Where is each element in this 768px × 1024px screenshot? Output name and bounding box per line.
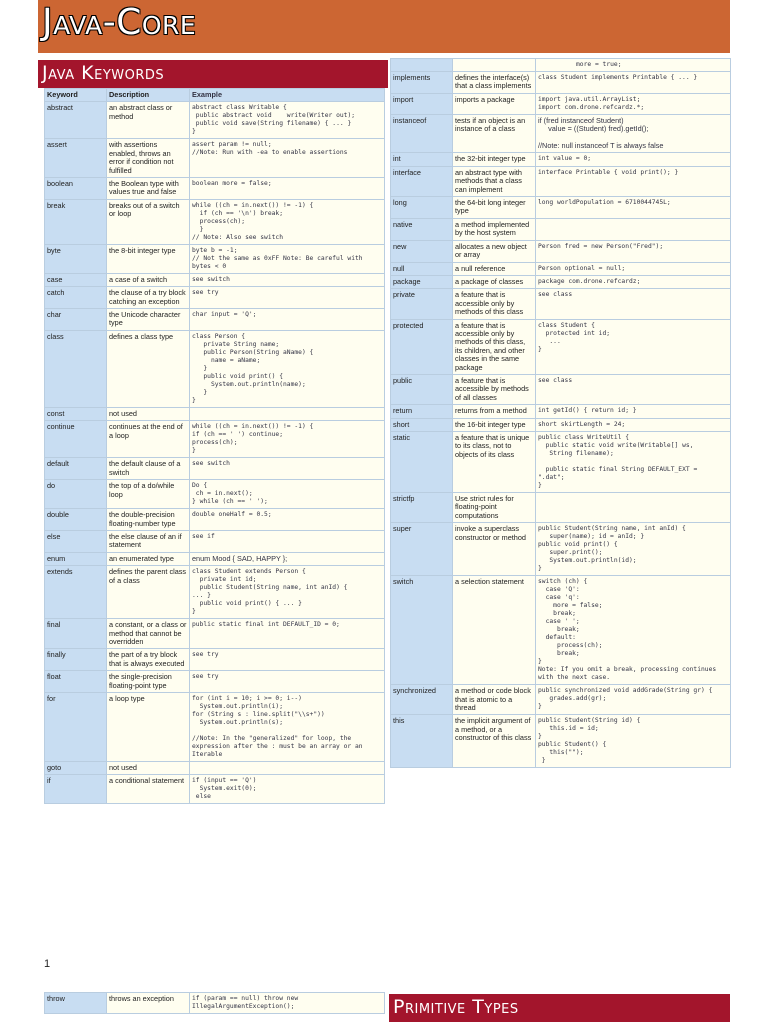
description-cell: breaks out of a switch or loop	[107, 199, 190, 244]
keyword-cell: abstract	[45, 102, 107, 139]
keyword-cell: int	[391, 153, 453, 166]
description-cell: the Boolean type with values true and false	[107, 178, 190, 200]
keyword-row	[45, 692, 385, 761]
keyword-cell: switch	[391, 576, 453, 685]
description-cell: not used	[107, 761, 190, 774]
keyword-row	[45, 287, 385, 309]
keyword-row	[391, 72, 731, 94]
keyword-cell: super	[391, 523, 453, 576]
example-cell: see try	[190, 287, 385, 309]
keyword-cell: else	[45, 530, 107, 552]
example-cell: see if	[190, 530, 385, 552]
keyword-row	[391, 523, 731, 576]
keywords-table-page2	[44, 992, 385, 1014]
description-cell	[453, 59, 536, 72]
keyword-cell: synchronized	[391, 685, 453, 715]
keyword-row	[45, 421, 385, 458]
example-cell: if (input == 'Q') System.exit(0); else	[190, 775, 385, 804]
keyword-cell: null	[391, 262, 453, 275]
example-cell: if (fred instanceof Student) value = ((Student) fred).getId(); //Note: null instanceof T is always false	[536, 114, 731, 153]
description-cell: a case of a switch	[107, 273, 190, 286]
example-cell	[536, 493, 731, 523]
keywords-table-left	[44, 88, 385, 804]
example-cell: see class	[536, 289, 731, 319]
keyword-row	[391, 418, 731, 431]
section-title: Primitive Types	[393, 996, 519, 1018]
keyword-cell: package	[391, 275, 453, 288]
keyword-row	[45, 671, 385, 693]
keyword-row	[391, 218, 731, 240]
example-cell: short skirtLength = 24;	[536, 418, 731, 431]
keyword-cell: this	[391, 715, 453, 768]
description-cell: a method or code block that is atomic to a thread	[453, 685, 536, 715]
keyword-cell: default	[45, 458, 107, 480]
example-cell: class Student implements Printable { ... }	[536, 72, 731, 94]
description-cell: a feature that is accessible only by methods of this class	[453, 289, 536, 319]
example-cell: int value = 0;	[536, 153, 731, 166]
keyword-cell: short	[391, 418, 453, 431]
keyword-cell: extends	[45, 566, 107, 619]
keyword-cell: throw	[45, 993, 107, 1014]
keyword-row	[45, 649, 385, 671]
example-cell: boolean more = false;	[190, 178, 385, 200]
keyword-row	[45, 309, 385, 331]
description-cell: defines the interface(s) that a class implements	[453, 72, 536, 94]
example-cell: double oneHalf = 0.5;	[190, 509, 385, 531]
keyword-row	[391, 93, 731, 114]
description-cell: the implicit argument of a method, or a constructor of this class	[453, 715, 536, 768]
keyword-cell: catch	[45, 287, 107, 309]
description-cell: a method implemented by the host system	[453, 218, 536, 240]
keyword-cell: for	[45, 692, 107, 761]
description-cell: an abstract type with methods that a class can implement	[453, 166, 536, 196]
example-cell: import java.util.ArrayList; import com.drone.refcardz.*;	[536, 93, 731, 114]
example-cell: public Student(String name, int anId) { super(name); id = anId; } public void print() { super.print(); System.out.println(id); }	[536, 523, 731, 576]
keyword-row	[45, 102, 385, 139]
description-cell: a package of classes	[453, 275, 536, 288]
description-cell: a feature that is unique to its class, not to objects of its class	[453, 432, 536, 493]
description-cell: the top of a do/while loop	[107, 480, 190, 509]
description-cell: imports a package	[453, 93, 536, 114]
keyword-row	[391, 114, 731, 153]
keyword-cell: continue	[45, 421, 107, 458]
keyword-row	[391, 432, 731, 493]
example-cell: enum Mood { SAD, HAPPY };	[190, 552, 385, 565]
description-cell: invoke a superclass constructor or method	[453, 523, 536, 576]
description-cell: a loop type	[107, 692, 190, 761]
keyword-row	[391, 319, 731, 374]
example-cell: see try	[190, 649, 385, 671]
keyword-cell: static	[391, 432, 453, 493]
description-cell: a conditional statement	[107, 775, 190, 804]
keyword-cell: import	[391, 93, 453, 114]
example-cell: package com.drone.refcardz;	[536, 275, 731, 288]
example-cell: Person fred = new Person("Fred");	[536, 240, 731, 262]
keyword-cell: enum	[45, 552, 107, 565]
keyword-cell: class	[45, 330, 107, 407]
description-cell: allocates a new object or array	[453, 240, 536, 262]
example-cell: see switch	[190, 458, 385, 480]
keyword-cell: implements	[391, 72, 453, 94]
table-header-row	[45, 89, 385, 102]
keyword-cell: break	[45, 199, 107, 244]
example-cell: Person optional = null;	[536, 262, 731, 275]
keyword-row	[391, 153, 731, 166]
keyword-row	[45, 552, 385, 565]
keyword-cell: byte	[45, 244, 107, 273]
keyword-cell: finally	[45, 649, 107, 671]
keyword-row	[45, 330, 385, 407]
keyword-cell: do	[45, 480, 107, 509]
description-cell: with assertions enabled, throws an error if condition not fulfilled	[107, 139, 190, 178]
description-cell: an abstract class or method	[107, 102, 190, 139]
example-cell: public static final int DEFAULT_ID = 0;	[190, 619, 385, 649]
description-cell: the 32-bit integer type	[453, 153, 536, 166]
keyword-row	[45, 407, 385, 420]
keyword-cell: assert	[45, 139, 107, 178]
description-cell: the double-precision floating-number type	[107, 509, 190, 531]
example-cell: interface Printable { void print(); }	[536, 166, 731, 196]
keyword-row	[391, 685, 731, 715]
page-number: 1	[44, 958, 51, 970]
description-cell: the single-precision floating-point type	[107, 671, 190, 693]
section-title: Java Keywords	[42, 62, 165, 84]
example-cell: int getId() { return id; }	[536, 405, 731, 418]
keyword-cell: case	[45, 273, 107, 286]
keyword-cell: instanceof	[391, 114, 453, 153]
keyword-cell: char	[45, 309, 107, 331]
keyword-row	[391, 289, 731, 319]
keyword-cell: boolean	[45, 178, 107, 200]
example-cell: long worldPopulation = 6710044745L;	[536, 197, 731, 219]
example-cell: see switch	[190, 273, 385, 286]
keyword-cell: native	[391, 218, 453, 240]
column-header-description: Description	[107, 89, 190, 102]
example-cell: public class WriteUtil { public static void write(Writable[] ws, String filename); public static final String DEFAULT_EXT = ".dat"; }	[536, 432, 731, 493]
example-cell	[190, 407, 385, 420]
keyword-row	[391, 197, 731, 219]
description-cell: the 16-bit integer type	[453, 418, 536, 431]
keyword-row	[391, 715, 731, 768]
example-cell: see class	[536, 374, 731, 404]
example-cell: for (int i = 10; i >= 0; i--) System.out.println(i); for (String s : line.split("\\s+")) System.out.println(s); //Note: In the "generalized" for loop, the expression after the : must be an array or an Iterable	[190, 692, 385, 761]
description-cell: the part of a try block that is always executed	[107, 649, 190, 671]
example-cell: more = true;	[536, 59, 731, 72]
column-header-example: Example	[190, 89, 385, 102]
description-cell: a feature that is accessible only by methods of this class, its children, and other classes in the same package	[453, 319, 536, 374]
description-cell: Use strict rules for floating-point computations	[453, 493, 536, 523]
description-cell: defines a class type	[107, 330, 190, 407]
section-heading-primitive-types	[389, 994, 730, 1022]
description-cell: continues at the end of a loop	[107, 421, 190, 458]
example-cell: public synchronized void addGrade(String gr) { grades.add(gr); }	[536, 685, 731, 715]
example-cell: class Student { protected int id; ... }	[536, 319, 731, 374]
example-cell: class Person { private String name; public Person(String aName) { name = aName; } public void print() { System.out.println(name); } }	[190, 330, 385, 407]
keyword-cell: strictfp	[391, 493, 453, 523]
example-cell	[190, 761, 385, 774]
keyword-cell: public	[391, 374, 453, 404]
description-cell: the Unicode character type	[107, 309, 190, 331]
keyword-row	[45, 480, 385, 509]
example-cell: Do { ch = in.next(); } while (ch == ' ');	[190, 480, 385, 509]
example-cell: switch (ch) { case 'Q': case 'q': more = false; break; case ' '; break; default: process(ch); break; } Note: If you omit a break, processing continues with the next case.	[536, 576, 731, 685]
keyword-row	[45, 566, 385, 619]
keyword-cell: if	[45, 775, 107, 804]
keyword-cell: interface	[391, 166, 453, 196]
keyword-cell: long	[391, 197, 453, 219]
example-cell: byte b = -1; // Not the same as 0xFF Note: Be careful with bytes < 0	[190, 244, 385, 273]
example-cell: public Student(String id) { this.id = id; } public Student() { this(""); }	[536, 715, 731, 768]
keyword-row	[391, 166, 731, 196]
keyword-row	[391, 405, 731, 418]
description-cell: tests if an object is an instance of a class	[453, 114, 536, 153]
keyword-cell: final	[45, 619, 107, 649]
keywords-table-right	[390, 58, 731, 768]
example-cell: if (param == null) throw new IllegalArgumentException();	[190, 993, 385, 1014]
keyword-row	[391, 374, 731, 404]
description-cell: the default clause of a switch	[107, 458, 190, 480]
example-cell: char input = 'Q';	[190, 309, 385, 331]
keyword-cell	[391, 59, 453, 72]
keyword-row	[45, 993, 385, 1014]
description-cell: a feature that is accessible by methods of all classes	[453, 374, 536, 404]
keyword-row	[45, 273, 385, 286]
keyword-row	[45, 530, 385, 552]
section-heading-keywords	[38, 60, 388, 88]
description-cell: the else clause of an if statement	[107, 530, 190, 552]
keyword-row	[45, 244, 385, 273]
keyword-row	[45, 761, 385, 774]
example-cell: while ((ch = in.next()) != -1) { if (ch == ' ') continue; process(ch); }	[190, 421, 385, 458]
keyword-row	[391, 262, 731, 275]
description-cell: the 64-bit long integer type	[453, 197, 536, 219]
description-cell: not used	[107, 407, 190, 420]
keyword-row	[45, 458, 385, 480]
document-title: Java-Core	[42, 2, 197, 43]
example-cell	[536, 218, 731, 240]
description-cell: a constant, or a class or method that cannot be overridden	[107, 619, 190, 649]
keyword-cell: double	[45, 509, 107, 531]
keyword-row	[45, 619, 385, 649]
keyword-row	[45, 139, 385, 178]
document-title-bar	[38, 0, 730, 53]
keyword-row	[45, 199, 385, 244]
description-cell: an enumerated type	[107, 552, 190, 565]
example-cell: abstract class Writable { public abstract void write(Writer out); public void save(String filename) { ... } }	[190, 102, 385, 139]
description-cell: defines the parent class of a class	[107, 566, 190, 619]
keyword-cell: new	[391, 240, 453, 262]
keyword-row	[45, 775, 385, 804]
keyword-cell: float	[45, 671, 107, 693]
keyword-cell: protected	[391, 319, 453, 374]
example-cell: assert param != null; //Note: Run with -ea to enable assertions	[190, 139, 385, 178]
description-cell: throws an exception	[107, 993, 190, 1014]
keyword-row	[45, 178, 385, 200]
keyword-row	[391, 493, 731, 523]
description-cell: the 8-bit integer type	[107, 244, 190, 273]
keyword-cell: goto	[45, 761, 107, 774]
keyword-cell: const	[45, 407, 107, 420]
column-header-keyword: Keyword	[45, 89, 107, 102]
example-cell: see try	[190, 671, 385, 693]
keyword-cell: private	[391, 289, 453, 319]
keyword-row	[391, 275, 731, 288]
description-cell: a selection statement	[453, 576, 536, 685]
keyword-row	[391, 240, 731, 262]
keyword-cell: return	[391, 405, 453, 418]
description-cell: a null reference	[453, 262, 536, 275]
continuation-row	[391, 59, 731, 72]
keyword-row	[391, 576, 731, 685]
example-cell: class Student extends Person { private int id; public Student(String name, int anId) { ... } public void print() { ... } }	[190, 566, 385, 619]
description-cell: the clause of a try block catching an exception	[107, 287, 190, 309]
example-cell: while ((ch = in.next()) != -1) { if (ch == '\n') break; process(ch); } // Note: Also see switch	[190, 199, 385, 244]
description-cell: returns from a method	[453, 405, 536, 418]
keyword-row	[45, 509, 385, 531]
